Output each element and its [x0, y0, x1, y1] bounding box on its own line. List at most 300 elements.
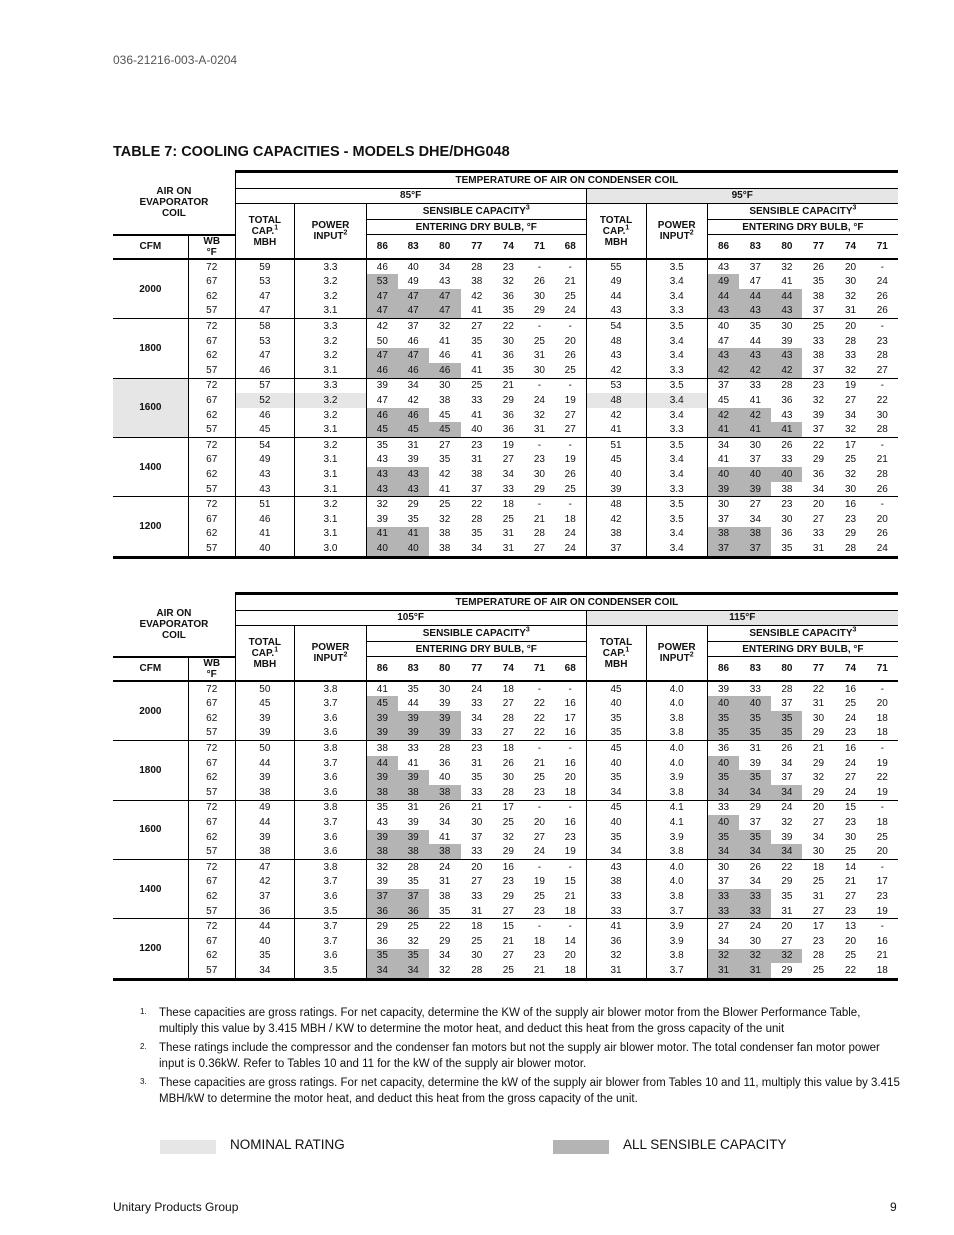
- cooling-capacity-table-85-95: [113, 170, 898, 559]
- sensible-capacity-value: 40: [739, 696, 771, 711]
- sensible-capacity-value: 30: [502, 772, 514, 784]
- sensible-capacity-value: 18: [555, 904, 586, 919]
- power-input-value: 3.2: [294, 274, 366, 289]
- total-capacity-value: 31: [586, 963, 646, 979]
- total-capacity-value: 35: [586, 830, 646, 845]
- sensible-capacity-value: 29: [502, 890, 514, 902]
- sensible-capacity-value: 47: [398, 304, 429, 319]
- power-input-value: 3.0: [294, 541, 366, 557]
- table-row: [113, 934, 898, 949]
- sensible-capacity-value: 43: [367, 467, 398, 482]
- wb-value: 72: [188, 438, 235, 453]
- sensible-capacity-value: 24: [749, 921, 761, 933]
- dry-bulb-col-header: 86: [367, 657, 398, 681]
- wb-value: 72: [188, 319, 235, 334]
- total-capacity-value: 52: [235, 393, 294, 408]
- wb-value: 57: [188, 304, 235, 319]
- sensible-capacity-value: 22: [439, 921, 451, 933]
- total-capacity-value: 50: [235, 681, 294, 697]
- sensible-capacity-value: 34: [739, 844, 771, 859]
- power-input-value: 3.2: [294, 438, 366, 453]
- table-row: [113, 785, 898, 800]
- sensible-capacity-value: 53: [367, 274, 398, 289]
- power-input-value: 3.2: [294, 393, 366, 408]
- table-row: [113, 741, 898, 756]
- sensible-capacity-value: 25: [407, 921, 419, 933]
- sensible-capacity-value: 25: [471, 380, 483, 392]
- total-capacity-value: 41: [235, 527, 294, 542]
- sensible-capacity-value: 39: [367, 875, 398, 890]
- sensible-capacity-value: 32: [781, 261, 793, 273]
- sensible-capacity-value: 44: [707, 289, 739, 304]
- sensible-capacity-value: 20: [812, 499, 825, 511]
- power-input-value: 3.2: [294, 408, 366, 423]
- page-number: 9: [890, 1200, 897, 1214]
- table-row: [113, 770, 898, 785]
- total-capacity-value: 49: [586, 274, 646, 289]
- sensible-capacity-value: 29: [439, 935, 451, 947]
- power-input-value: 3.4: [646, 408, 707, 423]
- sensible-capacity-value: 32: [835, 422, 867, 437]
- sensible-capacity-value: 32: [429, 963, 461, 979]
- sensible-capacity-value: 25: [493, 963, 524, 979]
- sensible-capacity-value: 31: [533, 350, 545, 362]
- sensible-capacity-value: 15: [502, 921, 514, 933]
- sensible-capacity-value: 31: [812, 890, 825, 902]
- total-capacity-value: 44: [235, 815, 294, 830]
- sensible-capacity-value: 35: [439, 454, 451, 466]
- footnote-ref: 2: [343, 229, 348, 237]
- power-input-value: 3.4: [646, 527, 707, 542]
- dry-bulb-col-header: 83: [398, 657, 429, 681]
- sensible-capacity-value: 27: [812, 513, 825, 525]
- power-input-value: 3.1: [294, 304, 366, 319]
- table-row: [113, 844, 898, 859]
- sensible-capacity-value: 35: [739, 770, 771, 785]
- power-input-value: 3.1: [294, 482, 366, 497]
- power-input-value: 3.5: [646, 438, 707, 453]
- total-capacity-value: 49: [235, 800, 294, 815]
- power-input-value: 3.7: [294, 696, 366, 711]
- total-capacity-value: 43: [235, 467, 294, 482]
- sensible-capacity-value: 25: [502, 513, 514, 525]
- total-capacity-value: 45: [235, 422, 294, 437]
- sensible-capacity-value: 41: [461, 304, 493, 319]
- power-input-value: 3.5: [646, 512, 707, 527]
- sensible-capacity-value: 43: [398, 467, 429, 482]
- wb-value: 57: [188, 363, 235, 378]
- sensible-capacity-value: 25: [844, 950, 857, 962]
- sensible-capacity-value: 34: [781, 757, 793, 769]
- sensible-capacity-value: 21: [471, 802, 483, 814]
- sensible-capacity-value: 28: [835, 541, 867, 557]
- wb-value: 57: [188, 422, 235, 437]
- sensible-capacity-value: -: [880, 921, 884, 933]
- sensible-capacity-value: 44: [749, 335, 761, 347]
- sensible-capacity-value: 38: [439, 890, 451, 902]
- sensible-capacity-value: 23: [812, 380, 825, 392]
- table-row: [113, 319, 898, 334]
- wb-value: 62: [188, 527, 235, 542]
- sensible-capacity-value: 25: [439, 499, 451, 511]
- power-input-value: 3.3: [294, 378, 366, 393]
- sensible-capacity-value: 20: [533, 817, 545, 829]
- total-capacity-value: 50: [235, 741, 294, 756]
- total-capacity-value: 42: [235, 875, 294, 890]
- power-input-header: [294, 204, 366, 259]
- sensible-capacity-value: 25: [555, 363, 586, 378]
- sensible-capacity-value: 35: [493, 304, 524, 319]
- sensible-capacity-value: 42: [739, 408, 771, 423]
- cfm-header: CFM: [113, 657, 188, 681]
- sensible-capacity-value: 38: [812, 350, 825, 362]
- sensible-capacity-value: 39: [407, 817, 419, 829]
- sensible-capacity-value: 21: [533, 757, 545, 769]
- sensible-capacity-value: 29: [802, 726, 834, 741]
- sensible-capacity-value: 33: [707, 800, 739, 815]
- sensible-capacity-value: 26: [876, 528, 888, 540]
- sensible-capacity-value: 37: [749, 261, 761, 273]
- sensible-capacity-value: 41: [471, 409, 483, 421]
- sensible-capacity-value: 25: [533, 335, 545, 347]
- sensible-capacity-value: 34: [502, 468, 514, 480]
- wb-value: 57: [188, 482, 235, 497]
- sensible-capacity-value: 38: [812, 290, 825, 302]
- sensible-capacity-value: -: [568, 499, 572, 511]
- wb-value: 67: [188, 274, 235, 289]
- total-capacity-value: 51: [586, 438, 646, 453]
- sensible-capacity-value: 23: [835, 726, 867, 741]
- sensible-capacity-value: 41: [461, 363, 493, 378]
- sensible-capacity-value: 32: [812, 395, 825, 407]
- total-capacity-value: 53: [586, 378, 646, 393]
- sensible-capacity-value: 43: [707, 259, 739, 275]
- sensible-capacity-value: 29: [802, 785, 834, 800]
- sensible-capacity-value: 34: [749, 513, 761, 525]
- sensible-capacity-value: 39: [398, 726, 429, 741]
- wb-value: 57: [188, 726, 235, 741]
- sensible-capacity-value: 20: [564, 950, 576, 962]
- sensible-capacity-value: 35: [739, 830, 771, 845]
- power-input-value: 3.4: [646, 467, 707, 482]
- sensible-capacity-value: -: [568, 743, 572, 755]
- sensible-capacity-value: 27: [564, 409, 576, 421]
- total-capacity-value: 49: [235, 453, 294, 468]
- table-row: [113, 512, 898, 527]
- total-capacity-value: 34: [586, 785, 646, 800]
- total-capacity-value: 46: [235, 363, 294, 378]
- sensible-capacity-value: 25: [802, 963, 834, 979]
- footnote-ref: 3: [852, 204, 857, 212]
- sensible-capacity-value: 39: [398, 711, 429, 726]
- wb-value: 67: [188, 756, 235, 771]
- total-capacity-value: 42: [586, 512, 646, 527]
- wb-value: 72: [188, 860, 235, 875]
- total-capacity-value: 55: [586, 259, 646, 275]
- sensible-capacity-value: -: [537, 439, 542, 451]
- sensible-capacity-value: 26: [781, 743, 793, 755]
- power-input-value: 3.9: [646, 770, 707, 785]
- total-capacity-value: 44: [586, 289, 646, 304]
- sensible-capacity-value: 33: [471, 395, 483, 407]
- sensible-capacity-value: 40: [707, 756, 739, 771]
- sensible-capacity-value: -: [568, 802, 572, 814]
- sensible-capacity-value: 32: [844, 468, 857, 480]
- sensible-capacity-value: 29: [812, 757, 825, 769]
- total-capacity-value: 33: [586, 904, 646, 919]
- sensible-capacity-value: 20: [876, 513, 888, 525]
- total-capacity-value: 42: [586, 408, 646, 423]
- sensible-capacity-value: 39: [367, 512, 398, 527]
- sensible-capacity-value: -: [537, 921, 542, 933]
- cfm-value: 1800: [113, 319, 188, 378]
- sensible-capacity-value: 27: [707, 919, 739, 934]
- sensible-capacity-value: 18: [533, 935, 545, 947]
- power-input-value: 3.7: [294, 919, 366, 934]
- table-row: [113, 289, 898, 304]
- sensible-capacity-value: -: [537, 499, 542, 511]
- sensible-capacity-value: 31: [749, 743, 761, 755]
- total-capacity-value: 54: [586, 319, 646, 334]
- sensible-capacity-value: 36: [439, 757, 451, 769]
- sensible-capacity-value: 22: [524, 726, 555, 741]
- all-sensible-label: ALL SENSIBLE CAPACITY: [623, 1137, 787, 1152]
- sensible-capacity-value: -: [537, 683, 542, 695]
- sensible-capacity-value: 27: [812, 817, 825, 829]
- table-row: [113, 875, 898, 890]
- power-input-value: 3.4: [646, 348, 707, 363]
- power-input-value: 3.6: [294, 711, 366, 726]
- sensible-capacity-value: 38: [439, 528, 451, 540]
- sensible-capacity-value: 26: [867, 304, 898, 319]
- sensible-capacity-value: 43: [739, 348, 771, 363]
- sensible-capacity-value: 34: [802, 482, 834, 497]
- table-row: [113, 497, 898, 512]
- sensible-capacity-value: 44: [739, 289, 771, 304]
- sensible-capacity-value: 33: [461, 726, 493, 741]
- power-input-value: 3.7: [294, 815, 366, 830]
- total-capacity-value: 40: [586, 467, 646, 482]
- sensible-capacity-value: 40: [739, 467, 771, 482]
- dry-bulb-col-header: 71: [524, 657, 555, 681]
- sensible-capacity-value: 35: [739, 726, 771, 741]
- sensible-capacity-value: 24: [439, 861, 451, 873]
- sensible-capacity-value: 27: [555, 422, 586, 437]
- total-capacity-value: 45: [586, 453, 646, 468]
- sensible-capacity-value: 36: [502, 290, 514, 302]
- total-capacity-value: 45: [235, 696, 294, 711]
- dry-bulb-col-header: 68: [555, 657, 586, 681]
- footnote-ref: 2: [689, 651, 694, 659]
- sensible-capacity-value: -: [880, 683, 884, 695]
- sensible-capacity-value: 47: [398, 289, 429, 304]
- sensible-capacity-value: 34: [461, 541, 493, 557]
- dry-bulb-col-header: 68: [555, 235, 586, 259]
- sensible-capacity-value: 35: [367, 438, 398, 453]
- table-row: [113, 726, 898, 741]
- sensible-capacity-value: 27: [802, 904, 834, 919]
- total-capacity-value: 54: [235, 438, 294, 453]
- sensible-capacity-value: 25: [533, 890, 545, 902]
- sensible-capacity-value: 42: [707, 408, 739, 423]
- sensible-capacity-header: SENSIBLE CAPACITY$^3$: [367, 204, 586, 220]
- sensible-capacity-value: 39: [367, 711, 398, 726]
- sensible-capacity-value: 19: [844, 380, 857, 392]
- sensible-capacity-value: 26: [533, 276, 545, 288]
- sensible-capacity-value: 30: [439, 380, 451, 392]
- sensible-capacity-value: 23: [524, 785, 555, 800]
- cfm-value: 1400: [113, 860, 188, 919]
- sensible-capacity-value: 18: [555, 785, 586, 800]
- table-row: [113, 438, 898, 453]
- sensible-capacity-value: 30: [812, 712, 825, 724]
- sensible-capacity-header: SENSIBLE CAPACITY$^3$: [707, 626, 898, 642]
- sensible-capacity-value: 35: [771, 541, 802, 557]
- wb-value: 67: [188, 393, 235, 408]
- sensible-capacity-value: 24: [524, 844, 555, 859]
- sensible-capacity-value: 31: [802, 541, 834, 557]
- total-capacity-value: 47: [235, 860, 294, 875]
- total-capacity-header: TOTAL CAP.$^1$ MBH: [235, 204, 294, 259]
- table-row: [113, 378, 898, 393]
- sensible-capacity-value: -: [537, 743, 542, 755]
- total-capacity-value: 35: [235, 949, 294, 964]
- total-capacity-value: 34: [235, 963, 294, 979]
- power-input-value: 3.4: [646, 289, 707, 304]
- sensible-capacity-value: 35: [367, 800, 398, 815]
- sensible-capacity-value: 18: [471, 921, 483, 933]
- sensible-capacity-value: 17: [502, 802, 514, 814]
- sensible-capacity-value: 33: [461, 785, 493, 800]
- table-title: TABLE 7: COOLING CAPACITIES - MODELS DHE/DHG048: [113, 144, 510, 160]
- sensible-capacity-value: 35: [781, 890, 793, 902]
- sensible-capacity-value: 37: [739, 541, 771, 557]
- entering-dry-bulb-header: ENTERING DRY BULB, °F: [367, 641, 586, 657]
- wb-value: 62: [188, 889, 235, 904]
- sensible-capacity-value: 28: [876, 350, 888, 362]
- sensible-capacity-value: 38: [398, 844, 429, 859]
- sensible-capacity-value: 21: [564, 890, 576, 902]
- sensible-capacity-value: 43: [771, 348, 802, 363]
- sensible-capacity-value: 16: [564, 698, 576, 710]
- sensible-capacity-value: 23: [502, 876, 514, 888]
- power-input-value: 3.8: [294, 860, 366, 875]
- power-input-value: 3.6: [294, 844, 366, 859]
- power-input-value: 3.9: [646, 934, 707, 949]
- sensible-capacity-value: 27: [844, 395, 857, 407]
- sensible-capacity-value: 27: [781, 935, 793, 947]
- total-capacity-value: 41: [586, 919, 646, 934]
- sensible-capacity-value: 37: [367, 889, 398, 904]
- sensible-capacity-value: 43: [398, 482, 429, 497]
- sensible-capacity-value: 38: [739, 527, 771, 542]
- dry-bulb-col-header: 83: [398, 235, 429, 259]
- sensible-capacity-value: 38: [429, 785, 461, 800]
- sensible-capacity-value: 37: [749, 454, 761, 466]
- sensible-capacity-value: 25: [471, 935, 483, 947]
- table-row: [113, 422, 898, 437]
- sensible-capacity-value: 41: [367, 527, 398, 542]
- power-input-value: 3.3: [646, 304, 707, 319]
- power-input-value: 3.9: [646, 919, 707, 934]
- wb-value: 57: [188, 844, 235, 859]
- total-capacity-value: 37: [235, 889, 294, 904]
- sensible-capacity-value: 34: [439, 950, 451, 962]
- sensible-capacity-value: 35: [407, 513, 419, 525]
- table-row: [113, 348, 898, 363]
- sensible-capacity-value: 47: [398, 348, 429, 363]
- sensible-capacity-value: 33: [407, 743, 419, 755]
- sensible-capacity-value: 18: [502, 499, 514, 511]
- sensible-capacity-value: 28: [407, 861, 419, 873]
- footnote-ref: 1: [274, 646, 279, 654]
- total-capacity-value: 58: [235, 319, 294, 334]
- power-input-value: 3.7: [646, 904, 707, 919]
- sensible-capacity-value: 18: [876, 817, 888, 829]
- sensible-capacity-value: 45: [367, 696, 398, 711]
- sensible-capacity-value: 22: [502, 321, 514, 333]
- sensible-capacity-value: -: [537, 261, 542, 273]
- wb-value: 72: [188, 378, 235, 393]
- total-capacity-value: 48: [586, 393, 646, 408]
- sensible-capacity-value: 40: [461, 422, 493, 437]
- sensible-capacity-value: 24: [781, 802, 793, 814]
- sensible-capacity-value: -: [880, 380, 884, 392]
- table-row: [113, 408, 898, 423]
- sensible-capacity-value: 33: [812, 335, 825, 347]
- sensible-capacity-value: 16: [844, 499, 857, 511]
- sensible-capacity-value: 26: [749, 861, 761, 873]
- sensible-capacity-value: 37: [707, 512, 739, 527]
- sensible-capacity-value: 32: [367, 497, 398, 512]
- sensible-capacity-value: 34: [771, 785, 802, 800]
- sensible-capacity-value: 35: [707, 726, 739, 741]
- power-input-value: 3.1: [294, 527, 366, 542]
- condenser-temp-a: 85°F: [235, 188, 586, 204]
- table-row: [113, 830, 898, 845]
- table-row: [113, 334, 898, 349]
- sensible-capacity-value: 38: [367, 785, 398, 800]
- sensible-capacity-value: 41: [771, 422, 802, 437]
- sensible-capacity-value: 36: [502, 409, 514, 421]
- sensible-capacity-value: -: [880, 261, 884, 273]
- sensible-capacity-value: 37: [802, 363, 834, 378]
- sensible-capacity-value: -: [537, 861, 542, 873]
- input-label: INPUT$^2$: [313, 229, 348, 243]
- sensible-capacity-value: 20: [471, 861, 483, 873]
- sensible-capacity-value: 40: [707, 815, 739, 830]
- sensible-capacity-value: 39: [429, 711, 461, 726]
- sensible-capacity-value: 36: [812, 468, 825, 480]
- table-row: [113, 889, 898, 904]
- sensible-capacity-value: 40: [707, 696, 739, 711]
- sensible-capacity-value: 27: [493, 904, 524, 919]
- total-capacity-value: 39: [235, 770, 294, 785]
- sensible-capacity-value: 42: [407, 395, 419, 407]
- table-row: [113, 541, 898, 557]
- sensible-capacity-value: 35: [749, 321, 761, 333]
- power-input-value: 3.6: [294, 726, 366, 741]
- sensible-capacity-value: 42: [439, 468, 451, 480]
- sensible-capacity-value: -: [537, 380, 542, 392]
- total-capacity-value: 47: [235, 289, 294, 304]
- sensible-capacity-value: 22: [812, 683, 825, 695]
- sensible-capacity-value: 21: [533, 513, 545, 525]
- sensible-capacity-value: 30: [749, 935, 761, 947]
- power-input-value: 3.8: [646, 889, 707, 904]
- sensible-capacity-value: 29: [367, 919, 398, 934]
- total-capacity-value: 47: [235, 304, 294, 319]
